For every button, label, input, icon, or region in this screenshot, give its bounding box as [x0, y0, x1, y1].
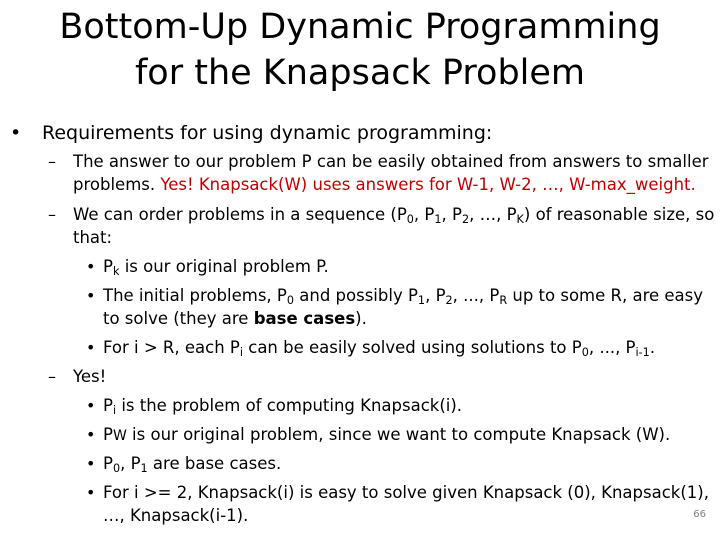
yes-item-3: $P_0$, $P_1$ are base cases.: [103, 454, 282, 476]
base-cases-term: base cases: [253, 309, 356, 328]
requirement-1-line-1: The answer to our problem P can be easily obtained from answers to smaller: [73, 152, 709, 171]
dash-marker: –: [48, 205, 56, 224]
bullet-marker: •: [86, 286, 96, 305]
dash-marker: –: [48, 152, 56, 171]
sub-item-2-line-1: The initial problems, $P_0$ and possibly $P_1$, $P_2$, ..., $P_R$ up to some R, are easy: [103, 286, 704, 308]
bullet-marker: •: [86, 338, 96, 357]
sub-item-2-line-2: to solve (they are base cases).: [103, 309, 367, 328]
bullet-marker: •: [86, 396, 96, 415]
title-line-1: Bottom-Up Dynamic Programming: [59, 7, 661, 47]
page-number: 66: [693, 509, 706, 520]
title-line-2: for the Knapsack Problem: [134, 53, 586, 93]
bullet-marker: •: [86, 257, 96, 276]
yes-item-1: $P_i$ is the problem of computing Knapsack(i).: [103, 396, 463, 418]
bullet-marker: •: [86, 454, 96, 473]
requirement-1-text: problems.: [73, 175, 161, 194]
sub-item-3: For i > R, each $P_i$ can be easily solved using solutions to $P_0$, ..., $P_{i-1}$.: [103, 338, 656, 360]
bullet-marker: •: [86, 425, 96, 444]
bullet-marker: •: [10, 122, 22, 144]
slide-title: [0, 4, 720, 96]
bullet-marker: •: [86, 483, 96, 502]
yes-item-4-line-2: …, Knapsack(i-1).: [103, 506, 249, 525]
sub-item-1: $P_k$ is our original problem P.: [103, 257, 329, 279]
requirement-2-line-2: that:: [73, 228, 113, 247]
yes-item-2: PW is our original problem, since we want to compute Knapsack (W).: [103, 425, 671, 444]
dash-marker: –: [48, 367, 56, 386]
requirement-1-answer: Yes! Knapsack(W) uses answers for W-1, W-2, …, W-max_weight.: [160, 175, 696, 194]
requirement-1-line-2: [73, 174, 696, 196]
requirements-heading: Requirements for using dynamic programming:: [42, 122, 493, 144]
yes-item-4-line-1: For i >= 2, Knapsack(i) is easy to solve given Knapsack (0), Knapsack(1),: [103, 483, 709, 502]
yes-heading: Yes!: [73, 367, 107, 386]
requirement-2-line-1: We can order problems in a sequence ($P_0$, $P_1$, $P_2$, …, $P_K$) of reasonable size, so: [73, 205, 715, 227]
